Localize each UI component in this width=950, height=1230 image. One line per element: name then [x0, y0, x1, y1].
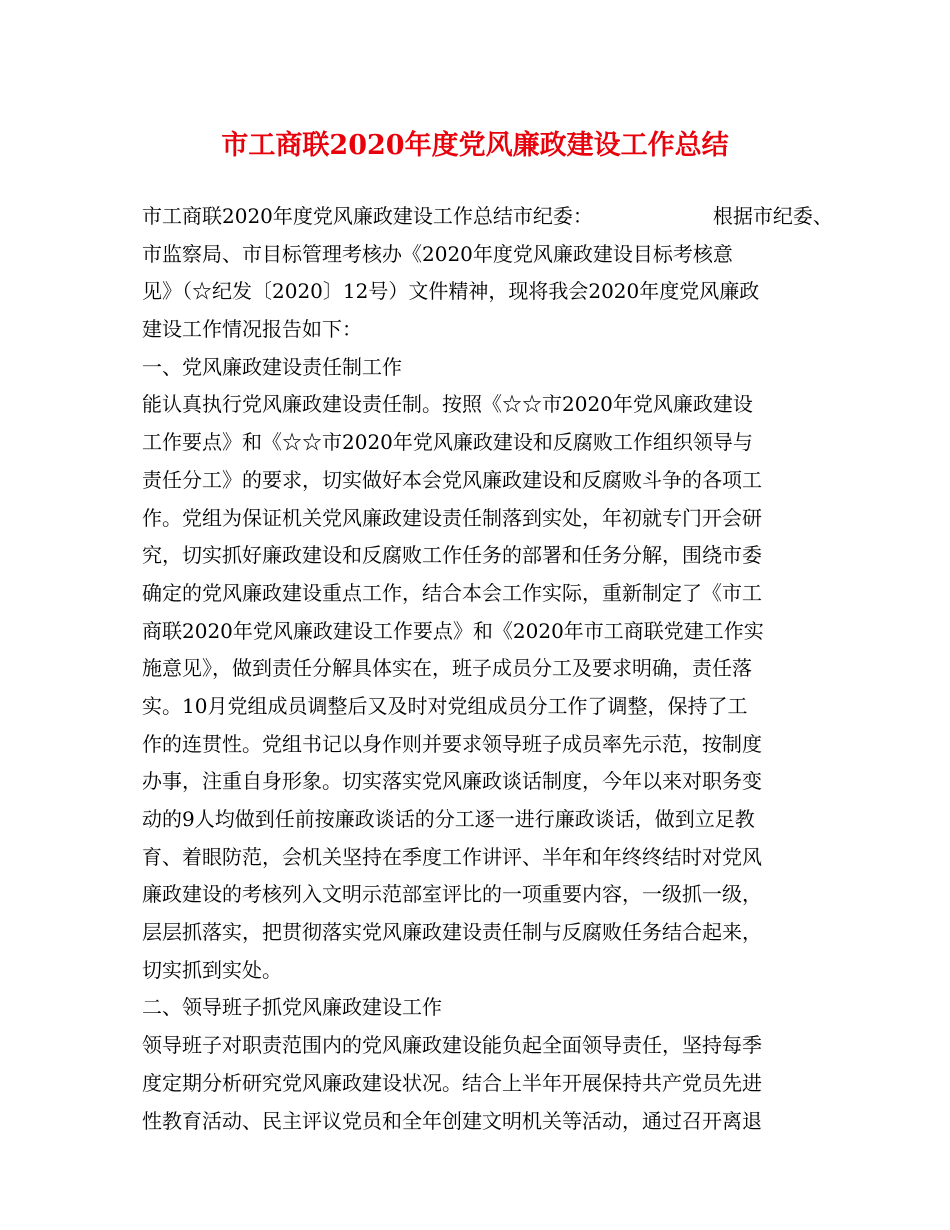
paragraph-line: 动的9人均做到任前按廉政谈话的分工逐一进行廉政谈话，做到立足教: [142, 807, 755, 831]
intro-line: 建设工作情况报告如下：: [142, 317, 362, 342]
intro-line-right: 根据市纪委、: [712, 204, 833, 228]
intro-line: [142, 198, 832, 236]
paragraph-line: 究，切实抓好廉政建设和反腐败工作任务的部署和任务分解，围绕市委: [142, 543, 762, 568]
paragraph-line: 层层抓落实，把贯彻落实党风廉政建设责任制与反腐败任务结合起来，: [142, 920, 762, 945]
document-body: [142, 198, 832, 1140]
paragraph-line: 领导班子对职责范围内的党风廉政建设能负起全面领导责任，坚持每季: [142, 1033, 762, 1058]
paragraph-line: 作的连贯性。党组书记以身作则并要求领导班子成员率先示范，按制度: [142, 731, 762, 756]
paragraph-line: 性教育活动、民主评议党员和全年创建文明机关等活动，通过召开离退: [142, 1108, 762, 1133]
paragraph-line: 工作要点》和《☆☆市2020年党风廉政建设和反腐败工作组织领导与: [142, 430, 753, 455]
paragraph-line: 商联2020年党风廉政建设工作要点》和《2020年市工商联党建工作实: [142, 618, 764, 643]
paragraph-line: 廉政建设的考核列入文明示范部室评比的一项重要内容，一级抓一级，: [142, 882, 762, 907]
intro-line-left: 市工商联2020年度党风廉政建设工作总结市纪委：: [142, 204, 593, 228]
paragraph-line: 切实抓到实处。: [142, 957, 282, 982]
paragraph-line: 能认真执行党风廉政建设责任制。按照《☆☆市2020年党风廉政建设: [142, 392, 753, 417]
paragraph-line: 确定的党风廉政建设重点工作，结合本会工作实际，重新制定了《市工: [142, 580, 762, 605]
intro-line: 市监察局、市目标管理考核办《2020年度党风廉政建设目标考核意: [142, 241, 733, 266]
section-heading: 一、党风廉政建设责任制工作: [142, 354, 402, 379]
document-title: 市工商联2020年度党风廉政建设工作总结: [221, 130, 729, 161]
paragraph-line: 办事，注重自身形象。切实落实党风廉政谈话制度，今年以来对职务变: [142, 769, 762, 794]
paragraph-line: 实。10月党组成员调整后又及时对党组成员分工作了调整，保持了工: [142, 693, 748, 718]
paragraph-line: 度定期分析研究党风廉政建设状况。结合上半年开展保持共产党员先进: [142, 1070, 762, 1095]
section-heading: 二、领导班子抓党风廉政建设工作: [142, 995, 442, 1020]
paragraph-line: 育、着眼防范，会机关坚持在季度工作讲评、半年和年终终结时对党风: [142, 844, 762, 869]
paragraph-line: 责任分工》的要求，切实做好本会党风廉政建设和反腐败斗争的各项工: [142, 467, 762, 492]
paragraph-line: 作。党组为保证机关党风廉政建设责任制落到实处，年初就专门开会研: [142, 505, 762, 530]
intro-line: 见》（☆纪发〔2020〕12号）文件精神，现将我会2020年度党风廉政: [142, 279, 760, 304]
paragraph-line: 施意见》，做到责任分解具体实在，班子成员分工及要求明确，责任落: [142, 656, 752, 681]
